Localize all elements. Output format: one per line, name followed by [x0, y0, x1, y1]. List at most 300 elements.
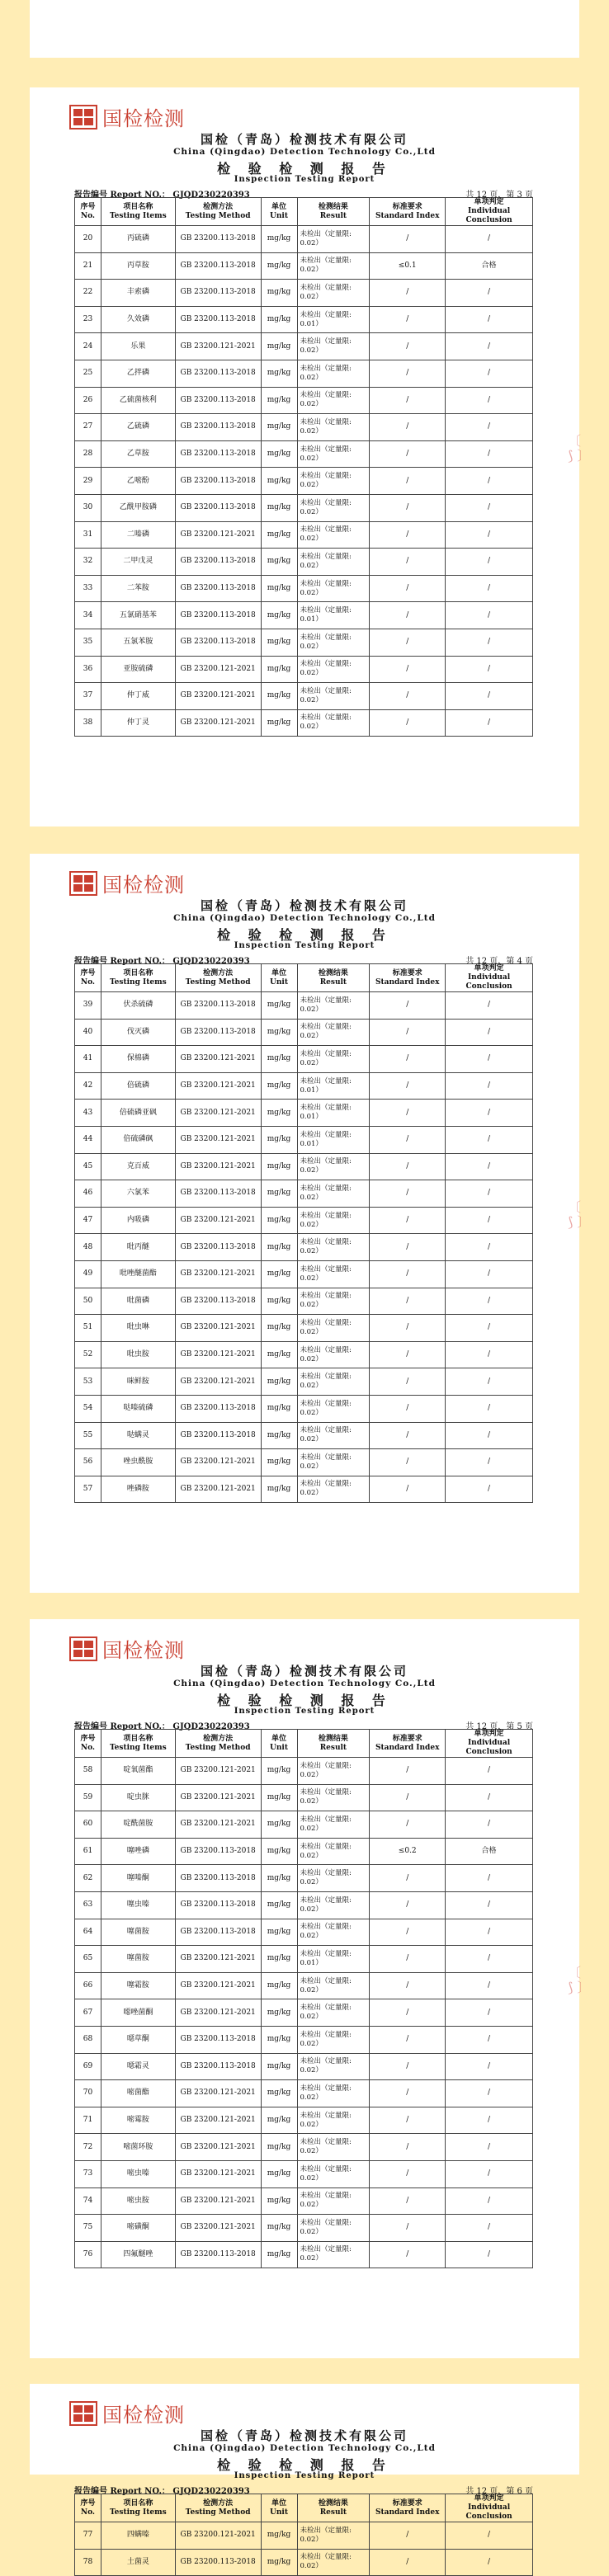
cell-no: 27 [75, 414, 102, 441]
cell-conclusion: / [446, 683, 533, 710]
cell-no: 63 [75, 1891, 102, 1919]
cell-unit: mg/kg [261, 602, 297, 629]
column-header-line: Testing Method [185, 1743, 251, 1752]
cell-result: 未检出（定量限: 0.02） [297, 468, 370, 495]
column-header-item [101, 1730, 175, 1758]
cell-item: 噻嗪酮 [101, 1865, 175, 1892]
cell-method: GB 23200.121-2021 [175, 1341, 261, 1368]
cell-no: 70 [75, 2080, 102, 2107]
cell-unit: mg/kg [261, 1946, 297, 1973]
column-header-method [175, 964, 261, 992]
cell-standard: / [370, 1153, 446, 1180]
cell-standard: / [370, 1395, 446, 1422]
cell-method: GB 23200.121-2021 [175, 1758, 261, 1785]
cell-standard: / [370, 1046, 446, 1073]
cell-result: 未检出（定量限: 0.02） [297, 1865, 370, 1892]
cell-method: GB 23200.121-2021 [175, 1449, 261, 1476]
table-row [75, 1126, 533, 1153]
table-row [75, 2522, 533, 2550]
table-row [75, 2215, 533, 2242]
column-header-unit [261, 198, 297, 226]
table-row [75, 1180, 533, 1208]
logo-text: 国检检测 [102, 2404, 185, 2427]
cell-conclusion: / [446, 2134, 533, 2161]
column-header-line: Testing Method [185, 977, 251, 987]
cell-conclusion: / [446, 1811, 533, 1839]
table-row [75, 1838, 533, 1865]
column-header-line: 检测结果 [318, 202, 348, 211]
report-title-cn: 检 验 检 测 报 告 [217, 1693, 392, 1708]
page-number: 共 12 页，第 6 页 [465, 2487, 533, 2496]
cell-item: 啶氧菌酯 [101, 1758, 175, 1785]
column-header-line: Testing Items [110, 1743, 167, 1752]
cell-conclusion: / [446, 1046, 533, 1073]
cell-unit: mg/kg [261, 683, 297, 710]
cell-no: 25 [75, 360, 102, 387]
cell-item: 二苯胺 [101, 575, 175, 602]
cell-conclusion: / [446, 2187, 533, 2215]
cell-unit: mg/kg [261, 1865, 297, 1892]
column-header-line: Unit [270, 2508, 288, 2517]
cell-item: 噻唑磷 [101, 1838, 175, 1865]
cell-standard: / [370, 306, 446, 333]
cell-method: GB 23200.113-2018 [175, 575, 261, 602]
cell-conclusion: / [446, 1476, 533, 1503]
stamp-edge-icon: 〔 ⟆ 〕 [568, 1199, 591, 1230]
cell-unit: mg/kg [261, 333, 297, 360]
cell-no: 75 [75, 2215, 102, 2242]
cell-conclusion: / [446, 2160, 533, 2187]
cell-result: 未检出（定量限: 0.02） [297, 387, 370, 414]
cell-item: 久效磷 [101, 306, 175, 333]
report-title-en: Inspection Testing Report [234, 941, 375, 950]
cell-item: 四氟醚唑 [101, 2241, 175, 2268]
cell-standard: / [370, 683, 446, 710]
cell-standard: / [370, 1368, 446, 1396]
table-row [75, 1946, 533, 1973]
cell-method: GB 23200.113-2018 [175, 440, 261, 468]
cell-method: GB 23200.121-2021 [175, 1784, 261, 1811]
column-header-line: No. [80, 211, 96, 220]
cell-conclusion: / [446, 414, 533, 441]
column-header-line: No. [80, 1743, 96, 1752]
cell-standard: / [370, 280, 446, 307]
cell-method: GB 23200.113-2018 [175, 468, 261, 495]
cell-unit: mg/kg [261, 306, 297, 333]
cell-result: 未检出（定量限: 0.02） [297, 1395, 370, 1422]
cell-method: GB 23200.113-2018 [175, 252, 261, 280]
cell-no: 20 [75, 226, 102, 253]
column-header-conclusion [446, 198, 533, 226]
logo-text: 国检检测 [102, 107, 185, 130]
cell-unit: mg/kg [261, 709, 297, 737]
cell-method: GB 23200.121-2021 [175, 683, 261, 710]
column-header-line: No. [80, 977, 96, 987]
column-header-line: 单位 [271, 968, 287, 977]
cell-standard: / [370, 1207, 446, 1234]
cell-standard: / [370, 521, 446, 549]
cell-unit: mg/kg [261, 1100, 297, 1127]
cell-item: 噁草酮 [101, 2026, 175, 2053]
cell-method: GB 23200.113-2018 [175, 992, 261, 1020]
column-header-line: Testing Method [185, 2508, 251, 2517]
cell-method: GB 23200.113-2018 [175, 2053, 261, 2080]
cell-result: 未检出（定量限: 0.01） [297, 1100, 370, 1127]
cell-result: 未检出（定量限: 0.02） [297, 2549, 370, 2576]
cell-method: GB 23200.121-2021 [175, 709, 261, 737]
cell-conclusion: / [446, 2107, 533, 2134]
cell-conclusion: / [446, 1100, 533, 1127]
cell-item: 保棉磷 [101, 1046, 175, 1073]
table-row [75, 414, 533, 441]
column-header-line: Result [319, 977, 347, 987]
cell-conclusion: / [446, 1946, 533, 1973]
cell-result: 未检出（定量限: 0.02） [297, 226, 370, 253]
table-row [75, 1758, 533, 1785]
column-header-line: Individual [467, 973, 511, 982]
cell-result: 未检出（定量限: 0.02） [297, 1046, 370, 1073]
cell-standard: / [370, 2053, 446, 2080]
cell-unit: mg/kg [261, 1207, 297, 1234]
cell-conclusion: / [446, 1784, 533, 1811]
cell-no: 68 [75, 2026, 102, 2053]
column-header-line: 项目名称 [123, 968, 153, 977]
cell-standard: / [370, 494, 446, 521]
cell-standard: / [370, 440, 446, 468]
cell-result: 未检出（定量限: 0.02） [297, 2107, 370, 2134]
cell-no: 55 [75, 1422, 102, 1449]
column-header-standard [370, 198, 446, 226]
column-header-line: Conclusion [465, 982, 512, 991]
cell-result: 未检出（定量限: 0.02） [297, 2215, 370, 2242]
cell-conclusion: / [446, 226, 533, 253]
cell-standard: / [370, 1126, 446, 1153]
cell-no: 60 [75, 1811, 102, 1839]
cell-standard: / [370, 1476, 446, 1503]
cell-unit: mg/kg [261, 549, 297, 576]
column-header-line: Standard Index [375, 2508, 440, 2517]
cell-conclusion: / [446, 1234, 533, 1261]
table-header-row [75, 2494, 533, 2522]
cell-no: 57 [75, 1476, 102, 1503]
cell-result: 未检出（定量限: 0.02） [297, 629, 370, 656]
cell-result: 未检出（定量限: 0.02） [297, 992, 370, 1020]
cell-result: 未检出（定量限: 0.02） [297, 2522, 370, 2550]
cell-result: 未检出（定量限: 0.02） [297, 2241, 370, 2268]
cell-no: 59 [75, 1784, 102, 1811]
cell-item: 乙草胺 [101, 440, 175, 468]
company-logo [69, 2399, 185, 2428]
cell-unit: mg/kg [261, 1341, 297, 1368]
cell-method: GB 23200.121-2021 [175, 2107, 261, 2134]
column-header-line: 检测方法 [203, 968, 234, 977]
column-header-line: 检测结果 [318, 968, 348, 977]
cell-item: 吡唑醚菌酯 [101, 1260, 175, 1288]
cell-item: 土菌灵 [101, 2549, 175, 2576]
company-name-en: China (Qingdao) Detection Technology Co.,Ltd [173, 2443, 436, 2453]
table-row [75, 2026, 533, 2053]
column-header-line: Result [319, 2508, 347, 2517]
cell-conclusion: / [446, 1999, 533, 2027]
page-number: 共 12 页，第 4 页 [465, 957, 533, 966]
cell-standard: / [370, 992, 446, 1020]
cell-no: 33 [75, 575, 102, 602]
cell-item: 伐灭磷 [101, 1019, 175, 1046]
cell-standard: / [370, 1919, 446, 1946]
cell-standard: / [370, 414, 446, 441]
cell-no: 69 [75, 2053, 102, 2080]
cell-unit: mg/kg [261, 2134, 297, 2161]
cell-standard: / [370, 1260, 446, 1288]
cell-conclusion: / [446, 1919, 533, 1946]
cell-result: 未检出（定量限: 0.02） [297, 1784, 370, 1811]
cell-method: GB 23200.113-2018 [175, 602, 261, 629]
cell-item: 嘧菌酯 [101, 2080, 175, 2107]
cell-conclusion: / [446, 1260, 533, 1288]
cell-standard: / [370, 656, 446, 683]
company-name-en: China (Qingdao) Detection Technology Co.,Ltd [173, 147, 436, 157]
cell-no: 31 [75, 521, 102, 549]
cell-standard: ≤0.1 [370, 252, 446, 280]
table-row [75, 1288, 533, 1315]
company-name-cn: 国检（青岛）检测技术有限公司 [200, 898, 408, 913]
cell-method: GB 23200.113-2018 [175, 226, 261, 253]
cell-no: 49 [75, 1260, 102, 1288]
cell-item: 吡虫胺 [101, 1341, 175, 1368]
column-header-method [175, 1730, 261, 1758]
cell-conclusion: / [446, 1207, 533, 1234]
cell-standard: / [370, 1288, 446, 1315]
table-row [75, 656, 533, 683]
column-header-line: No. [80, 2508, 96, 2517]
cell-unit: mg/kg [261, 1234, 297, 1261]
cell-result: 未检出（定量限: 0.02） [297, 2026, 370, 2053]
report-page [30, 1619, 591, 2358]
cell-method: GB 23200.113-2018 [175, 306, 261, 333]
cell-conclusion: / [446, 521, 533, 549]
table-header-row [75, 198, 533, 226]
cell-no: 37 [75, 683, 102, 710]
column-header-item [101, 2494, 175, 2522]
cell-item: 吡虫啉 [101, 1315, 175, 1342]
cell-conclusion: / [446, 1891, 533, 1919]
cell-method: GB 23200.121-2021 [175, 1476, 261, 1503]
cell-unit: mg/kg [261, 575, 297, 602]
cell-no: 56 [75, 1449, 102, 1476]
cell-conclusion: / [446, 494, 533, 521]
cell-unit: mg/kg [261, 2026, 297, 2053]
cell-result: 未检出（定量限: 0.01） [297, 1072, 370, 1100]
cell-conclusion: / [446, 1368, 533, 1396]
cell-item: 倍硫磷亚砜 [101, 1100, 175, 1127]
table-row [75, 2053, 533, 2080]
cell-item: 丙硫磷 [101, 226, 175, 253]
cell-item: 乙嘧酚 [101, 468, 175, 495]
cell-method: GB 23200.113-2018 [175, 2026, 261, 2053]
column-header-line: 序号 [80, 1734, 96, 1743]
company-logo [69, 1634, 185, 1663]
cell-result: 未检出（定量限: 0.01） [297, 306, 370, 333]
table-row [75, 306, 533, 333]
cell-standard: / [370, 1019, 446, 1046]
cell-no: 53 [75, 1368, 102, 1396]
column-header-line: 标准要求 [392, 202, 423, 211]
cell-result: 未检出（定量限: 0.02） [297, 1288, 370, 1315]
cell-result: 未检出（定量限: 0.02） [297, 1153, 370, 1180]
cell-conclusion: / [446, 1288, 533, 1315]
column-header-result [297, 1730, 370, 1758]
cell-item: 丰索磷 [101, 280, 175, 307]
cell-item: 啶虫脒 [101, 1784, 175, 1811]
cell-method: GB 23200.121-2021 [175, 2522, 261, 2550]
cell-unit: mg/kg [261, 1476, 297, 1503]
cell-result: 未检出（定量限: 0.02） [297, 1476, 370, 1503]
cell-conclusion: / [446, 992, 533, 1020]
cell-unit: mg/kg [261, 1838, 297, 1865]
cell-method: GB 23200.113-2018 [175, 1919, 261, 1946]
cell-item: 啶酰菌胺 [101, 1811, 175, 1839]
stamp-edge-icon: 〔 ⟆ 〕 [568, 1965, 591, 1995]
cell-unit: mg/kg [261, 1784, 297, 1811]
table-row [75, 2107, 533, 2134]
cell-no: 73 [75, 2160, 102, 2187]
cell-no: 71 [75, 2107, 102, 2134]
cell-no: 65 [75, 1946, 102, 1973]
seal-icon [69, 871, 97, 896]
cell-standard: / [370, 1758, 446, 1785]
cell-item: 噻菌胺 [101, 1919, 175, 1946]
cell-unit: mg/kg [261, 1919, 297, 1946]
column-header-line: 检测方法 [203, 1734, 234, 1743]
cell-item: 二嗪磷 [101, 521, 175, 549]
cell-standard: / [370, 1072, 446, 1100]
cell-method: GB 23200.113-2018 [175, 1180, 261, 1208]
cell-standard: / [370, 360, 446, 387]
table-row [75, 2187, 533, 2215]
cell-result: 未检出（定量限: 0.01） [297, 1946, 370, 1973]
page-number: 共 12 页，第 3 页 [465, 191, 533, 200]
cell-unit: mg/kg [261, 440, 297, 468]
cell-item: 嘧虫嗪 [101, 2160, 175, 2187]
cell-result: 未检出（定量限: 0.02） [297, 521, 370, 549]
cell-item: 仲丁灵 [101, 709, 175, 737]
cell-item: 唑虫酰胺 [101, 1449, 175, 1476]
cell-standard: / [370, 2134, 446, 2161]
cell-method: GB 23200.113-2018 [175, 387, 261, 414]
cell-item: 四螨嗪 [101, 2522, 175, 2550]
cell-no: 42 [75, 1072, 102, 1100]
cell-method: GB 23200.121-2021 [175, 2187, 261, 2215]
cell-item: 乙硫磷 [101, 414, 175, 441]
cell-item: 噻霜胺 [101, 1972, 175, 1999]
company-name-cn: 国检（青岛）检测技术有限公司 [200, 2428, 408, 2443]
cell-standard: / [370, 2215, 446, 2242]
cell-method: GB 23200.121-2021 [175, 521, 261, 549]
table-row [75, 1341, 533, 1368]
cell-standard: / [370, 2241, 446, 2268]
column-header-result [297, 198, 370, 226]
column-header-conclusion [446, 1730, 533, 1758]
cell-item: 吡菌磷 [101, 1288, 175, 1315]
column-header-line: 标准要求 [392, 2498, 423, 2508]
column-header-line: 项目名称 [123, 1734, 153, 1743]
cell-conclusion: 合格 [446, 252, 533, 280]
cell-no: 22 [75, 280, 102, 307]
column-header-line: 检测结果 [318, 2498, 348, 2508]
cell-conclusion: / [446, 333, 533, 360]
cell-result: 未检出（定量限: 0.02） [297, 1422, 370, 1449]
cell-item: 六氯苯 [101, 1180, 175, 1208]
cell-item: 噻虫嗪 [101, 1891, 175, 1919]
table-row [75, 1072, 533, 1100]
cell-method: GB 23200.121-2021 [175, 1046, 261, 1073]
seal-icon [69, 105, 97, 130]
column-header-standard [370, 2494, 446, 2522]
column-header-line: 项目名称 [123, 2498, 153, 2508]
cell-item: 乐果 [101, 333, 175, 360]
cell-standard: / [370, 1100, 446, 1127]
column-header-unit [261, 1730, 297, 1758]
cell-no: 64 [75, 1919, 102, 1946]
report-title-en: Inspection Testing Report [234, 175, 375, 184]
cell-method: GB 23200.113-2018 [175, 629, 261, 656]
column-header-line: Individual [467, 1739, 511, 1747]
column-header-no [75, 2494, 102, 2522]
table-row [75, 2080, 533, 2107]
cell-method: GB 23200.121-2021 [175, 1260, 261, 1288]
cell-unit: mg/kg [261, 1449, 297, 1476]
table-row [75, 1395, 533, 1422]
cell-unit: mg/kg [261, 1999, 297, 2027]
cell-standard: / [370, 2549, 446, 2576]
cell-unit: mg/kg [261, 2053, 297, 2080]
cell-result: 未检出（定量限: 0.02） [297, 2187, 370, 2215]
cell-result: 未检出（定量限: 0.02） [297, 1999, 370, 2027]
cell-method: GB 23200.113-2018 [175, 280, 261, 307]
cell-conclusion: / [446, 1341, 533, 1368]
cell-conclusion: 合格 [446, 1838, 533, 1865]
report-page [30, 2384, 579, 2571]
cell-result: 未检出（定量限: 0.02） [297, 656, 370, 683]
cell-method: GB 23200.121-2021 [175, 2134, 261, 2161]
cell-standard: / [370, 1999, 446, 2027]
cell-no: 21 [75, 252, 102, 280]
page-number: 共 12 页，第 5 页 [465, 1722, 533, 1731]
cell-no: 47 [75, 1207, 102, 1234]
column-header-line: 单项判定 [474, 198, 504, 206]
cell-method: GB 23200.113-2018 [175, 360, 261, 387]
column-header-line: Individual [467, 207, 511, 215]
cell-standard: / [370, 575, 446, 602]
cell-conclusion: / [446, 2522, 533, 2550]
table-row [75, 440, 533, 468]
cell-conclusion: / [446, 2080, 533, 2107]
report-page [30, 87, 591, 826]
cell-no: 40 [75, 1019, 102, 1046]
cell-no: 32 [75, 549, 102, 576]
cell-unit: mg/kg [261, 1315, 297, 1342]
table-row [75, 549, 533, 576]
cell-standard: / [370, 2107, 446, 2134]
cell-no: 76 [75, 2241, 102, 2268]
column-header-line: 序号 [80, 202, 96, 211]
cell-unit: mg/kg [261, 656, 297, 683]
cell-unit: mg/kg [261, 521, 297, 549]
cell-result: 未检出（定量限: 0.02） [297, 1180, 370, 1208]
column-header-line: 单项判定 [474, 964, 504, 972]
column-header-line: Standard Index [375, 977, 440, 987]
table-row [75, 1811, 533, 1839]
